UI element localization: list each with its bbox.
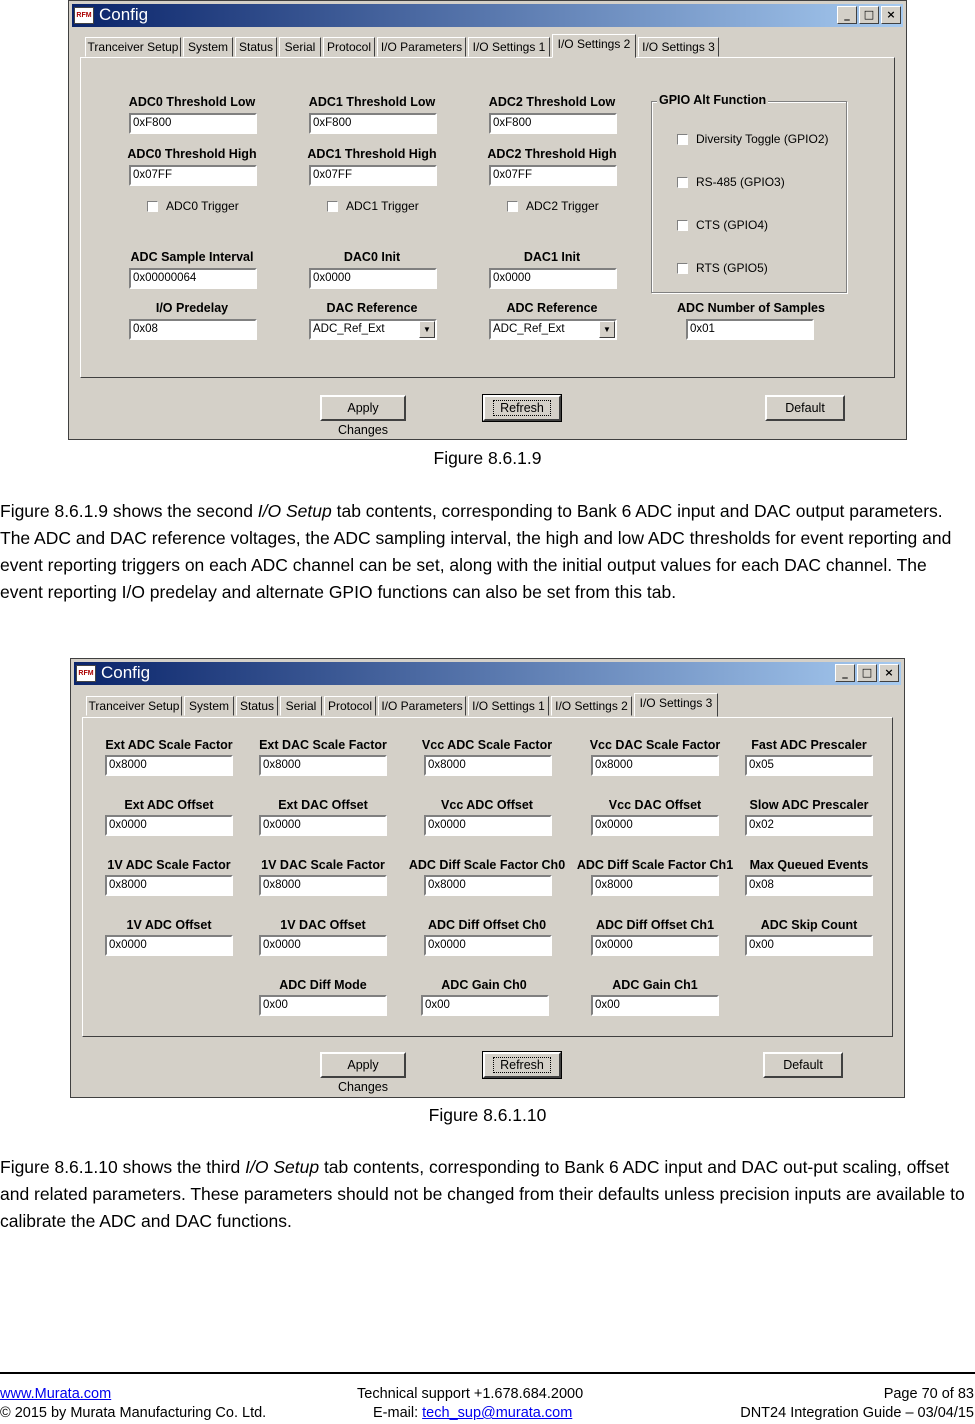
adc2-threshold-low-label: ADC2 Threshold Low: [488, 95, 616, 109]
adc-diff-scale-factor-ch0-label: ADC Diff Scale Factor Ch0: [408, 858, 566, 872]
1v-dac-offset-input[interactable]: 0x0000: [259, 935, 387, 956]
tab-system[interactable]: System: [184, 696, 234, 716]
ext-dac-offset-input[interactable]: 0x0000: [259, 815, 387, 836]
config-window-io-settings-3: [70, 658, 905, 1098]
diversity-toggle-label: Diversity Toggle (GPIO2): [696, 132, 829, 146]
tab-status[interactable]: Status: [236, 696, 278, 716]
vcc-adc-scale-factor-label: Vcc ADC Scale Factor: [421, 738, 553, 752]
tab-io-settings-1[interactable]: I/O Settings 1: [468, 37, 550, 57]
adc1-trigger-label: ADC1 Trigger: [346, 199, 419, 213]
dac-reference-value: ADC_Ref_Ext: [313, 323, 385, 335]
checkbox-box[interactable]: [677, 177, 688, 188]
adc0-trigger-checkbox[interactable]: [147, 199, 239, 213]
tab-panel: [80, 57, 895, 378]
guide-title: DNT24 Integration Guide – 03/04/15: [740, 1405, 974, 1421]
refresh-button[interactable]: [483, 1052, 561, 1078]
copyright-text: © 2015 by Murata Manufacturing Co. Ltd.: [0, 1405, 267, 1421]
ext-dac-offset-label: Ext DAC Offset: [278, 798, 368, 812]
apply-changes-button[interactable]: Apply Changes: [320, 1052, 406, 1078]
refresh-label: Refresh: [493, 1057, 551, 1073]
adc-sample-interval-input[interactable]: 0x00000064: [129, 268, 257, 289]
fast-adc-prescaler-input[interactable]: 0x05: [745, 755, 873, 776]
adc-diff-scale-factor-ch0-input[interactable]: 0x8000: [424, 875, 552, 896]
adc1-threshold-low-label: ADC1 Threshold Low: [308, 95, 436, 109]
io-predelay-label: I/O Predelay: [155, 301, 229, 315]
adc2-threshold-high-input[interactable]: 0x07FF: [489, 165, 617, 186]
dac0-init-input[interactable]: 0x0000: [309, 268, 437, 289]
checkbox-box[interactable]: [327, 201, 338, 212]
rs485-label: RS-485 (GPIO3): [696, 175, 785, 189]
adc-diff-offset-ch1-input[interactable]: 0x0000: [591, 935, 719, 956]
adc2-threshold-high-label: ADC2 Threshold High: [487, 147, 617, 161]
rts-label: RTS (GPIO5): [696, 261, 768, 275]
checkbox-box[interactable]: [147, 201, 158, 212]
paragraph-1: [0, 498, 970, 606]
para1-text-end: tab contents, corresponding to Bank 6 ADC input and DAC output parameters. The ADC and DAC reference voltages, the ADC sampling interval, the high and low ADC thresholds for event reporting and event reporting triggers on each ADC channel can be set, along with the initial output values for each DAC channel. The event reporting I/O predelay and alternate GPIO functions can also be set from this tab.: [0, 501, 952, 602]
tab-serial[interactable]: Serial: [280, 696, 322, 716]
slow-adc-prescaler-input[interactable]: 0x02: [745, 815, 873, 836]
adc-skip-count-input[interactable]: 0x00: [745, 935, 873, 956]
dropdown-arrow-icon[interactable]: ▼: [419, 321, 435, 338]
ext-dac-scale-factor-input[interactable]: 0x8000: [259, 755, 387, 776]
cts-checkbox[interactable]: [677, 218, 768, 232]
rs485-checkbox[interactable]: [677, 175, 785, 189]
io-predelay-input[interactable]: 0x08: [129, 319, 257, 340]
checkbox-box[interactable]: [677, 134, 688, 145]
tab-strip: [84, 694, 894, 716]
maximize-button[interactable]: □: [857, 664, 877, 682]
tab-io-parameters[interactable]: I/O Parameters: [378, 696, 466, 716]
slow-adc-prescaler-label: Slow ADC Prescaler: [749, 798, 869, 812]
tab-tranceiver-setup[interactable]: Tranceiver Setup: [85, 37, 181, 57]
adc-reference-label: ADC Reference: [506, 301, 598, 315]
adc1-threshold-high-input[interactable]: 0x07FF: [309, 165, 437, 186]
footer-divider: [0, 1372, 975, 1374]
adc-diff-scale-factor-ch1-label: ADC Diff Scale Factor Ch1: [576, 858, 734, 872]
adc2-threshold-low-input[interactable]: 0xF800: [489, 113, 617, 134]
dac-reference-select[interactable]: [309, 319, 437, 340]
email-label: E-mail:: [373, 1405, 423, 1421]
tab-protocol[interactable]: Protocol: [323, 37, 375, 57]
title-bar[interactable]: [74, 662, 901, 685]
vcc-dac-offset-label: Vcc DAC Offset: [608, 798, 702, 812]
adc-gain-ch1-label: ADC Gain Ch1: [612, 978, 698, 992]
tab-io-settings-2[interactable]: I/O Settings 2: [552, 34, 636, 58]
vcc-adc-scale-factor-input[interactable]: 0x8000: [424, 755, 552, 776]
adc0-threshold-high-label: ADC0 Threshold High: [127, 147, 257, 161]
1v-dac-scale-factor-input[interactable]: 0x8000: [259, 875, 387, 896]
adc0-threshold-low-input[interactable]: 0xF800: [129, 113, 257, 134]
default-button[interactable]: Default: [765, 395, 845, 421]
figure-caption-2: Figure 8.6.1.10: [428, 1105, 547, 1125]
para2-emphasis: I/O Setup: [245, 1157, 320, 1177]
para2-text-end: tab contents, corresponding to Bank 6 ADC input and DAC out-put scaling, offset and related parameters. These parameters should not be changed from their defaults unless precision inputs are available to calibrate the ADC and DAC functions.: [0, 1157, 965, 1231]
vcc-adc-offset-input[interactable]: 0x0000: [424, 815, 552, 836]
dac1-init-label: DAC1 Init: [523, 250, 581, 264]
diversity-toggle-checkbox[interactable]: [677, 132, 829, 146]
dac-reference-label: DAC Reference: [326, 301, 418, 315]
tab-panel: [82, 717, 893, 1037]
adc-gain-ch0-label: ADC Gain Ch0: [441, 978, 527, 992]
vcc-dac-offset-input[interactable]: 0x0000: [591, 815, 719, 836]
ext-adc-scale-factor-input[interactable]: 0x8000: [105, 755, 233, 776]
minimize-button[interactable]: _: [835, 664, 855, 682]
para1-emphasis: I/O Setup: [257, 501, 332, 521]
app-icon: RFM: [76, 665, 96, 682]
para2-text-start: Figure 8.6.1.10 shows the third: [0, 1157, 246, 1177]
dac1-init-input[interactable]: 0x0000: [489, 268, 617, 289]
tab-serial[interactable]: Serial: [279, 37, 321, 57]
minimize-button[interactable]: _: [837, 6, 857, 24]
1v-adc-offset-label: 1V ADC Offset: [126, 918, 212, 932]
ext-adc-offset-label: Ext ADC Offset: [124, 798, 214, 812]
figure-caption-1: Figure 8.6.1.9: [433, 448, 542, 468]
adc0-threshold-high-input[interactable]: 0x07FF: [129, 165, 257, 186]
ext-dac-scale-factor-label: Ext DAC Scale Factor: [259, 738, 387, 752]
checkbox-box[interactable]: [677, 220, 688, 231]
vcc-dac-scale-factor-input[interactable]: 0x8000: [591, 755, 719, 776]
adc-number-of-samples-label: ADC Number of Samples: [677, 301, 825, 315]
adc-diff-scale-factor-ch1-input[interactable]: 0x8000: [591, 875, 719, 896]
tab-io-settings-3[interactable]: I/O Settings 3: [638, 37, 719, 57]
1v-adc-offset-input[interactable]: 0x0000: [105, 935, 233, 956]
adc1-threshold-low-input[interactable]: 0xF800: [309, 113, 437, 134]
ext-adc-scale-factor-label: Ext ADC Scale Factor: [105, 738, 233, 752]
close-button[interactable]: ×: [879, 664, 899, 682]
1v-adc-scale-factor-input[interactable]: 0x8000: [105, 875, 233, 896]
vcc-dac-scale-factor-label: Vcc DAC Scale Factor: [589, 738, 721, 752]
dac0-init-label: DAC0 Init: [343, 250, 401, 264]
tab-protocol[interactable]: Protocol: [324, 696, 376, 716]
adc-sample-interval-label: ADC Sample Interval: [130, 250, 254, 264]
technical-support-text: Technical support +1.678.684.2000: [357, 1386, 584, 1402]
apply-changes-button[interactable]: Apply Changes: [320, 395, 406, 421]
gpio-alt-function-group: [651, 93, 847, 293]
vcc-adc-offset-label: Vcc ADC Offset: [441, 798, 533, 812]
adc-number-of-samples-input[interactable]: 0x01: [686, 319, 814, 340]
title-bar[interactable]: [72, 4, 903, 27]
tab-io-settings-3[interactable]: I/O Settings 3: [634, 693, 718, 717]
adc-gain-ch1-input[interactable]: 0x00: [591, 995, 719, 1016]
page-number: Page 70 of 83: [883, 1386, 974, 1402]
para1-text-start: Figure 8.6.1.9 shows the second: [0, 501, 258, 521]
email-text: [373, 1405, 572, 1421]
adc-diff-offset-ch0-input[interactable]: 0x0000: [424, 935, 552, 956]
paragraph-2: [0, 1154, 970, 1235]
tab-system[interactable]: System: [183, 37, 233, 57]
rts-checkbox[interactable]: [677, 261, 768, 275]
checkbox-box[interactable]: [677, 263, 688, 274]
close-button[interactable]: ×: [881, 6, 901, 24]
adc1-threshold-high-label: ADC1 Threshold High: [307, 147, 437, 161]
1v-dac-scale-factor-label: 1V DAC Scale Factor: [261, 858, 385, 872]
1v-adc-scale-factor-label: 1V ADC Scale Factor: [107, 858, 231, 872]
adc-diff-offset-ch1-label: ADC Diff Offset Ch1: [595, 918, 715, 932]
adc0-trigger-label: ADC0 Trigger: [166, 199, 239, 213]
tab-io-settings-2[interactable]: I/O Settings 2: [551, 696, 632, 716]
tab-io-parameters[interactable]: I/O Parameters: [377, 37, 466, 57]
max-queued-events-label: Max Queued Events: [749, 858, 869, 872]
dropdown-arrow-icon[interactable]: ▼: [599, 321, 615, 338]
window-title: Config: [99, 5, 149, 24]
window-title: Config: [101, 663, 151, 682]
cts-label: CTS (GPIO4): [696, 218, 769, 232]
adc-gain-ch0-input[interactable]: 0x00: [421, 995, 549, 1016]
checkbox-box[interactable]: [507, 201, 518, 212]
maximize-button[interactable]: □: [859, 6, 879, 24]
adc-diff-offset-ch0-label: ADC Diff Offset Ch0: [427, 918, 547, 932]
ext-adc-offset-input[interactable]: 0x0000: [105, 815, 233, 836]
fast-adc-prescaler-label: Fast ADC Prescaler: [751, 738, 867, 752]
support-email-link[interactable]: tech_sup@murata.com: [422, 1405, 573, 1421]
adc-diff-mode-input[interactable]: 0x00: [259, 995, 387, 1016]
tab-tranceiver-setup[interactable]: Tranceiver Setup: [86, 696, 182, 716]
murata-website-link[interactable]: www.Murata.com: [0, 1386, 112, 1402]
refresh-label: Refresh: [493, 400, 551, 416]
gpio-group-title: GPIO Alt Function: [659, 93, 767, 107]
config-window-io-settings-2: [68, 0, 907, 440]
adc0-threshold-low-label: ADC0 Threshold Low: [128, 95, 256, 109]
adc-skip-count-label: ADC Skip Count: [760, 918, 858, 932]
1v-dac-offset-label: 1V DAC Offset: [280, 918, 366, 932]
adc-reference-value: ADC_Ref_Ext: [493, 323, 565, 335]
tab-io-settings-1[interactable]: I/O Settings 1: [468, 696, 549, 716]
adc2-trigger-label: ADC2 Trigger: [526, 199, 599, 213]
max-queued-events-input[interactable]: 0x08: [745, 875, 873, 896]
default-button[interactable]: Default: [763, 1052, 843, 1078]
tab-strip: [82, 35, 892, 57]
tab-status[interactable]: Status: [235, 37, 277, 57]
adc2-trigger-checkbox[interactable]: [507, 199, 599, 213]
adc-diff-mode-label: ADC Diff Mode: [279, 978, 367, 992]
adc1-trigger-checkbox[interactable]: [327, 199, 419, 213]
refresh-button[interactable]: [483, 395, 561, 421]
app-icon: RFM: [74, 7, 94, 24]
adc-reference-select[interactable]: [489, 319, 617, 340]
